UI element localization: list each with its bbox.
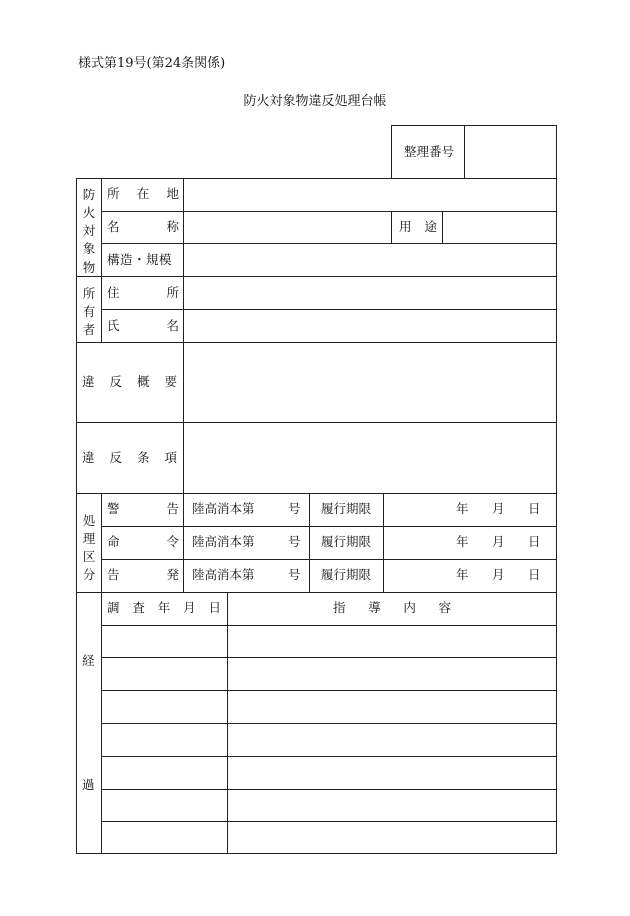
shori-go: 号 — [288, 567, 301, 582]
shori-go: 号 — [288, 501, 301, 516]
shori-ref: 陸高消本第 — [192, 567, 255, 582]
shori-ref: 陸高消本第 — [192, 501, 255, 516]
keika-content-cell[interactable] — [229, 659, 555, 689]
shori-deadline-label: 履行期限 — [321, 567, 372, 582]
shori-kind-kokuhatsu: 告 発 — [107, 567, 179, 582]
meisho-field[interactable] — [185, 213, 389, 242]
keika-content-cell[interactable] — [229, 758, 555, 788]
shoyusha-group-label: 所有者 — [82, 286, 96, 338]
shori-group-label: 処理区分 — [82, 513, 96, 583]
yoto-field[interactable] — [444, 213, 555, 242]
boka-group-label: 防火対象物 — [82, 187, 96, 275]
jusho-field[interactable] — [185, 278, 555, 308]
shimei-field[interactable] — [185, 311, 555, 341]
shimei-label: 氏 名 — [107, 318, 179, 333]
shori-hi: 日 — [528, 534, 541, 549]
keika-date-cell[interactable] — [103, 791, 225, 820]
keika-content-cell[interactable] — [229, 725, 555, 755]
shori-tsuki: 月 — [492, 534, 505, 549]
kozo-kibo-field[interactable] — [185, 245, 555, 275]
shori-kind-meirei: 命 令 — [107, 534, 179, 549]
yoto-label: 用 途 — [399, 219, 437, 234]
ihan-joko-field[interactable] — [185, 424, 555, 492]
shori-nen: 年 — [456, 501, 469, 516]
ihan-joko-label: 違 反 条 項 — [82, 450, 177, 465]
keika-date-cell[interactable] — [103, 758, 225, 788]
shori-kind-keikoku: 警 告 — [107, 501, 179, 516]
shori-tsuki: 月 — [492, 501, 505, 516]
keika-content-cell[interactable] — [229, 627, 555, 656]
shori-deadline-label: 履行期限 — [321, 534, 372, 549]
shori-hi: 日 — [528, 567, 541, 582]
form-number: 様式第19号(第24条関係) — [78, 56, 226, 71]
col-date-header: 調 査 年 月 日 — [107, 600, 221, 615]
shori-tsuki: 月 — [492, 567, 505, 582]
keika-date-cell[interactable] — [103, 627, 225, 656]
seiri-bango-field[interactable] — [466, 127, 555, 177]
keika-content-cell[interactable] — [229, 823, 555, 853]
page-title: 防火対象物違反処理台帳 — [243, 94, 387, 109]
keika-date-cell[interactable] — [103, 823, 225, 853]
keika-date-cell[interactable] — [103, 692, 225, 722]
shori-nen: 年 — [456, 567, 469, 582]
shori-ref: 陸高消本第 — [192, 534, 255, 549]
meisho-label: 名 称 — [107, 219, 179, 234]
keika-date-cell[interactable] — [103, 725, 225, 755]
ihan-gaiyo-field[interactable] — [185, 344, 555, 421]
shori-nen: 年 — [456, 534, 469, 549]
shozaichi-label: 所 在 地 — [107, 186, 179, 201]
col-content-header: 指 導 内 容 — [333, 600, 451, 615]
jusho-label: 住 所 — [107, 285, 179, 300]
shori-hi: 日 — [528, 501, 541, 516]
shori-go: 号 — [288, 534, 301, 549]
keika-content-cell[interactable] — [229, 692, 555, 722]
shori-deadline-label: 履行期限 — [321, 501, 372, 516]
keika-date-cell[interactable] — [103, 659, 225, 689]
shozaichi-field[interactable] — [185, 180, 555, 210]
keika-label-top: 経 — [82, 653, 95, 668]
seiri-bango-label: 整理番号 — [404, 144, 455, 159]
keika-content-cell[interactable] — [229, 791, 555, 820]
kozo-kibo-label: 構造・規模 — [107, 252, 173, 267]
keika-label-bottom: 過 — [82, 777, 95, 792]
ihan-gaiyo-label: 違 反 概 要 — [82, 374, 177, 389]
